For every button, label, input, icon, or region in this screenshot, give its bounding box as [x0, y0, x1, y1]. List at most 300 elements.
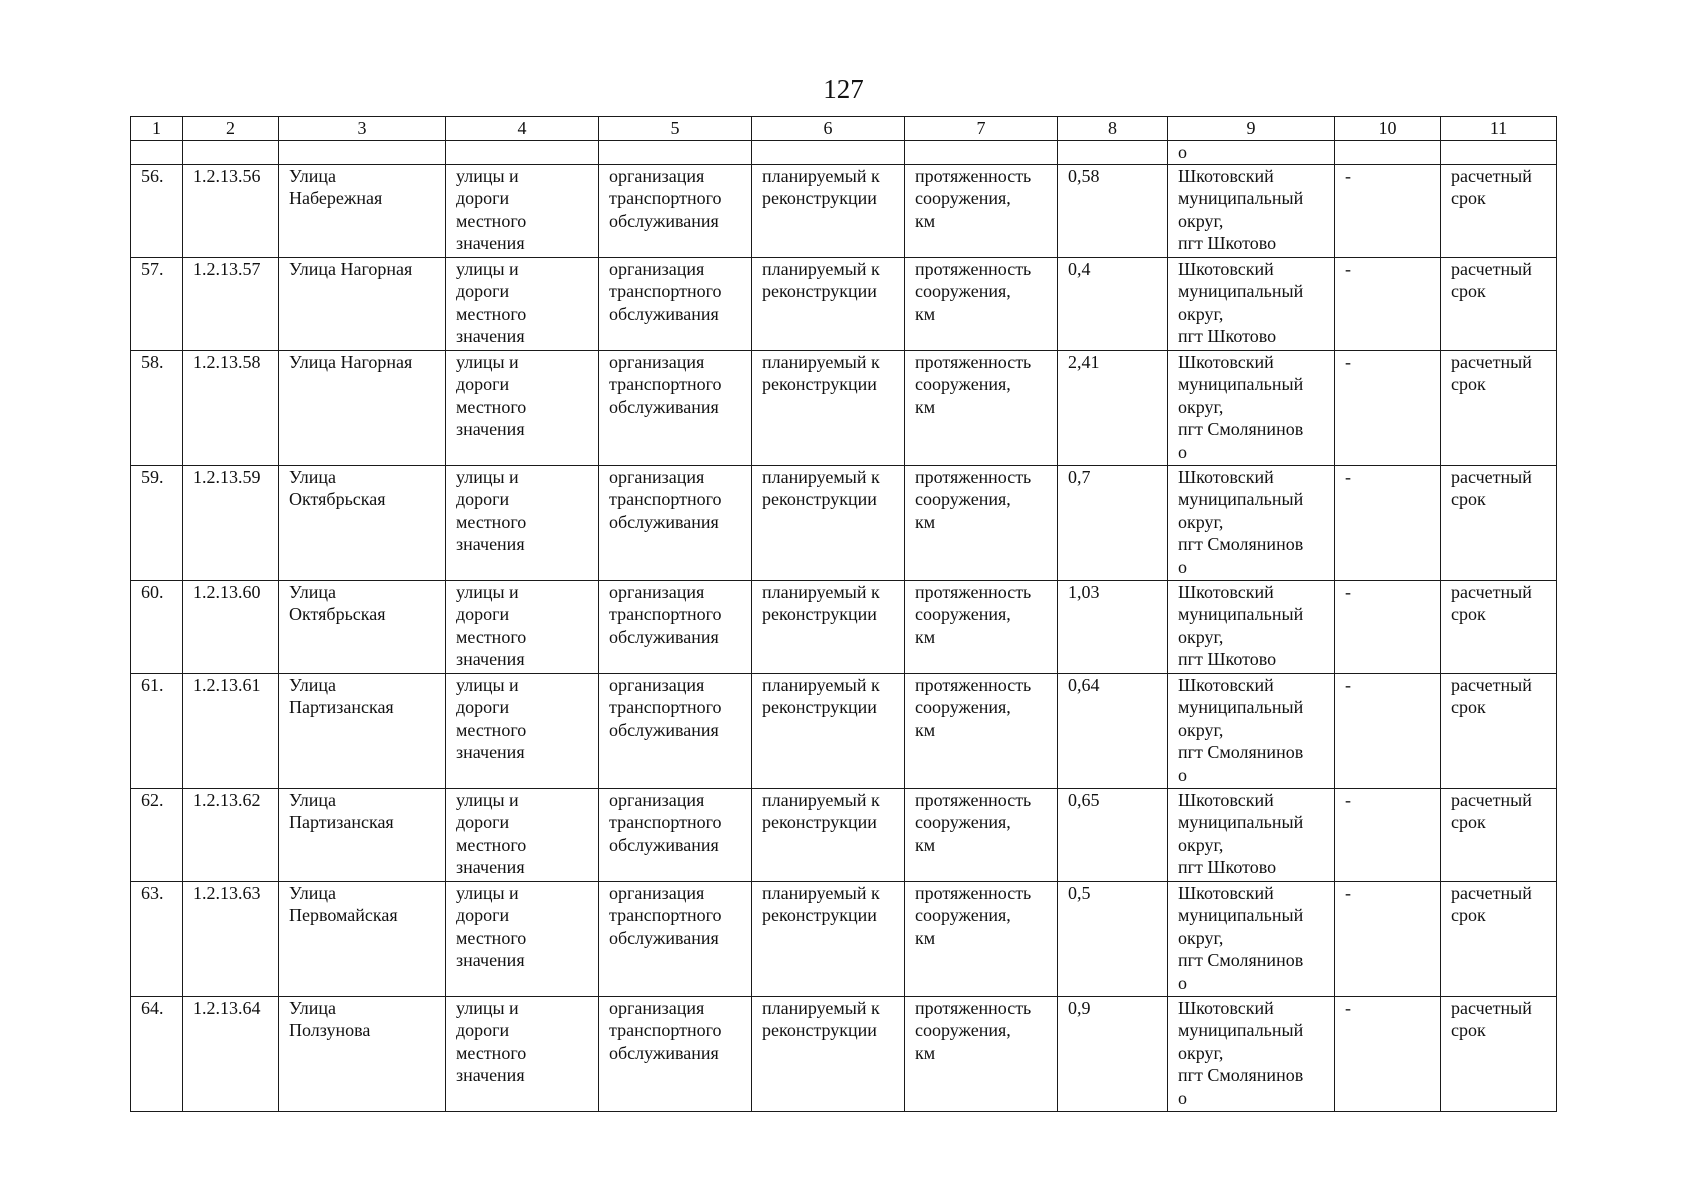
cell-line: местного: [456, 303, 527, 324]
cell-line: Улица: [289, 882, 336, 903]
cell-line: транспортного: [609, 812, 722, 833]
cell-line: муниципальный: [1178, 812, 1304, 833]
cell-line: реконструкции: [762, 812, 877, 833]
cell-line: транспортного: [609, 489, 722, 510]
cell-line: организация: [609, 466, 705, 487]
cell-line: Шкотовский: [1178, 165, 1274, 186]
cell-line: реконструкции: [762, 604, 877, 625]
cell-line: местного: [456, 210, 527, 231]
cell-line: улицы и: [456, 165, 519, 186]
cell-status: [752, 350, 905, 465]
cell-line: улицы и: [456, 997, 519, 1018]
cell-line: значения: [456, 1065, 525, 1086]
cell-line: Шкотовский: [1178, 466, 1274, 487]
cell-characteristic: [905, 164, 1058, 257]
cell-line: км: [915, 927, 936, 948]
cell-value: 1,03: [1058, 580, 1168, 673]
cell-line: транспортного: [609, 374, 722, 395]
column-number: 3: [279, 117, 446, 141]
cell-line: значения: [456, 419, 525, 440]
cell-purpose: [599, 257, 752, 350]
cell-line: о: [1178, 556, 1187, 577]
cell-line: пгт Смолянинов: [1178, 1065, 1304, 1086]
cell-line: расчетный: [1451, 165, 1532, 186]
cell-line: км: [915, 303, 936, 324]
cell-line: значения: [456, 857, 525, 878]
cell-col10: -: [1335, 788, 1441, 881]
cell-term: [1441, 580, 1557, 673]
column-number: 2: [183, 117, 279, 141]
cell-line: протяженность: [915, 882, 1032, 903]
cell-line: сооружения,: [915, 188, 1011, 209]
cell-line: пгт Шкотово: [1178, 857, 1277, 878]
cell-object-type: [446, 580, 599, 673]
cell-line: срок: [1451, 697, 1486, 718]
cell-characteristic: [905, 257, 1058, 350]
cell-line: округ,: [1178, 303, 1224, 324]
cell-object-name: [279, 881, 446, 996]
cell-line: Шкотовский: [1178, 351, 1274, 372]
cell-line: Шкотовский: [1178, 789, 1274, 810]
cell-line: срок: [1451, 489, 1486, 510]
cell-line: планируемый к: [762, 789, 880, 810]
cell-line: планируемый к: [762, 882, 880, 903]
cell-col10: -: [1335, 164, 1441, 257]
cell-line: обслуживания: [609, 626, 719, 647]
cell-line: значения: [456, 233, 525, 254]
cell-line: реконструкции: [762, 697, 877, 718]
page-number: 127: [823, 74, 864, 104]
cell-line: Октябрьская: [289, 604, 386, 625]
cell-line: пгт Смолянинов: [1178, 419, 1304, 440]
cell-line: дороги: [456, 812, 510, 833]
cell-characteristic: [905, 465, 1058, 580]
cell-line: обслуживания: [609, 303, 719, 324]
cell-line: улицы и: [456, 674, 519, 695]
cell-status: [752, 257, 905, 350]
cell-col10: -: [1335, 257, 1441, 350]
cell-line: улицы и: [456, 882, 519, 903]
cell-line: улицы и: [456, 789, 519, 810]
cell-line: срок: [1451, 188, 1486, 209]
cell-line: организация: [609, 581, 705, 602]
cell-line: местного: [456, 626, 527, 647]
cell-col10: -: [1335, 996, 1441, 1111]
cell-code: 1.2.13.56: [183, 164, 279, 257]
cell-line: расчетный: [1451, 351, 1532, 372]
cell-object-type: [446, 465, 599, 580]
cell-row-number: 60.: [131, 580, 183, 673]
cell-characteristic: [905, 996, 1058, 1111]
cell-line: местного: [456, 927, 527, 948]
cell-line: км: [915, 511, 936, 532]
cell-code: 1.2.13.62: [183, 788, 279, 881]
cell-line: протяженность: [915, 258, 1032, 279]
cell-line: срок: [1451, 812, 1486, 833]
cell-line: реконструкции: [762, 905, 877, 926]
cell-code: 1.2.13.64: [183, 996, 279, 1111]
cell-line: округ,: [1178, 210, 1224, 231]
cell-line: планируемый к: [762, 258, 880, 279]
cell-status: [752, 465, 905, 580]
cell-col10: -: [1335, 465, 1441, 580]
cell-line: обслуживания: [609, 927, 719, 948]
cell-line: местного: [456, 834, 527, 855]
cell-line: Первомайская: [289, 905, 398, 926]
cell-col10: -: [1335, 350, 1441, 465]
cell-line: округ,: [1178, 511, 1224, 532]
cell-characteristic: [905, 673, 1058, 788]
table-row: [131, 580, 1557, 673]
cell-col10: -: [1335, 673, 1441, 788]
cell-line: планируемый к: [762, 466, 880, 487]
cell-characteristic: [905, 788, 1058, 881]
cell-line: округ,: [1178, 1042, 1224, 1063]
cell-line: расчетный: [1451, 997, 1532, 1018]
cell-line: сооружения,: [915, 374, 1011, 395]
cell-purpose: [599, 673, 752, 788]
cell-line: Улица: [289, 165, 336, 186]
cell-line: срок: [1451, 604, 1486, 625]
cell-line: протяженность: [915, 165, 1032, 186]
cell-row-number: 64.: [131, 996, 183, 1111]
cell-line: значения: [456, 950, 525, 971]
cell-line: расчетный: [1451, 789, 1532, 810]
cell-line: муниципальный: [1178, 604, 1304, 625]
cell-line: сооружения,: [915, 281, 1011, 302]
cell-term: [1441, 350, 1557, 465]
cell-line: о: [1178, 1087, 1187, 1108]
cell-purpose: [599, 350, 752, 465]
cell-location: [1168, 350, 1335, 465]
cell-line: дороги: [456, 374, 510, 395]
cell-purpose: [599, 881, 752, 996]
cell-empty: [183, 140, 279, 164]
cell-object-type: [446, 164, 599, 257]
cell-line: пгт Смолянинов: [1178, 950, 1304, 971]
cell-line: местного: [456, 396, 527, 417]
cell-empty: [905, 140, 1058, 164]
cell-col10: -: [1335, 580, 1441, 673]
cell-line: км: [915, 719, 936, 740]
objects-table: [130, 116, 1557, 1112]
cell-line: местного: [456, 511, 527, 532]
cell-line: о: [1178, 764, 1187, 785]
cell-empty: [279, 140, 446, 164]
cell-line: Улица: [289, 581, 336, 602]
cell-line: обслуживания: [609, 396, 719, 417]
cell-line: организация: [609, 997, 705, 1018]
cell-code: 1.2.13.61: [183, 673, 279, 788]
table-row: [131, 257, 1557, 350]
cell-line: протяженность: [915, 466, 1032, 487]
cell-line: пгт Шкотово: [1178, 233, 1277, 254]
cell-line: пгт Шкотово: [1178, 326, 1277, 347]
cell-term: [1441, 881, 1557, 996]
cell-code: 1.2.13.59: [183, 465, 279, 580]
column-number: 8: [1058, 117, 1168, 141]
cell-line: обслуживания: [609, 719, 719, 740]
cell-object-name: [279, 996, 446, 1111]
column-number: 11: [1441, 117, 1557, 141]
cell-line: о: [1178, 972, 1187, 993]
cell-row-number: 56.: [131, 164, 183, 257]
cell-line: расчетный: [1451, 674, 1532, 695]
cell-line: протяженность: [915, 351, 1032, 372]
cell-line: дороги: [456, 604, 510, 625]
cell-line: округ,: [1178, 927, 1224, 948]
cell-line: сооружения,: [915, 604, 1011, 625]
cell-line: муниципальный: [1178, 489, 1304, 510]
cell-line: планируемый к: [762, 997, 880, 1018]
cell-line: расчетный: [1451, 466, 1532, 487]
cell-value: 0,4: [1058, 257, 1168, 350]
cell-term: [1441, 788, 1557, 881]
cell-line: км: [915, 396, 936, 417]
cell-line: значения: [456, 326, 525, 347]
cell-line: организация: [609, 351, 705, 372]
cell-code: 1.2.13.60: [183, 580, 279, 673]
cell-line: сооружения,: [915, 812, 1011, 833]
cell-line: Шкотовский: [1178, 674, 1274, 695]
cell-status: [752, 673, 905, 788]
cell-line: муниципальный: [1178, 1020, 1304, 1041]
cell-line: Партизанская: [289, 697, 394, 718]
cell-line: расчетный: [1451, 882, 1532, 903]
cell-empty: [1335, 140, 1441, 164]
cell-line: дороги: [456, 281, 510, 302]
cell-location: [1168, 996, 1335, 1111]
cell-line: дороги: [456, 489, 510, 510]
cell-value: 0,7: [1058, 465, 1168, 580]
cell-object-name: [279, 465, 446, 580]
cell-line: протяженность: [915, 997, 1032, 1018]
cell-line: планируемый к: [762, 165, 880, 186]
cell-line: муниципальный: [1178, 281, 1304, 302]
cell-value: 0,64: [1058, 673, 1168, 788]
cell-status: [752, 788, 905, 881]
cell-line: сооружения,: [915, 489, 1011, 510]
cell-status: [752, 996, 905, 1111]
cell-characteristic: [905, 580, 1058, 673]
cell-line: Улица Нагорная: [289, 351, 413, 372]
cell-code: 1.2.13.63: [183, 881, 279, 996]
cell-line: организация: [609, 165, 705, 186]
cell-line: транспортного: [609, 697, 722, 718]
column-number: 4: [446, 117, 599, 141]
cell-line: округ,: [1178, 626, 1224, 647]
cell-line: дороги: [456, 1020, 510, 1041]
cell-line: улицы и: [456, 258, 519, 279]
table-row: [131, 673, 1557, 788]
cell-status: [752, 164, 905, 257]
cell-line: обслуживания: [609, 210, 719, 231]
cell-line: значения: [456, 742, 525, 763]
cell-location: [1168, 257, 1335, 350]
cell-value: 0,58: [1058, 164, 1168, 257]
cell-line: организация: [609, 789, 705, 810]
column-number-row: [131, 117, 1557, 141]
cell-location: [1168, 788, 1335, 881]
cell-term: [1441, 164, 1557, 257]
table-body: [131, 117, 1557, 1112]
cell-line: округ,: [1178, 834, 1224, 855]
cell-location-continuation: о: [1168, 140, 1335, 164]
column-number: 6: [752, 117, 905, 141]
cell-line: дороги: [456, 905, 510, 926]
cell-value: 2,41: [1058, 350, 1168, 465]
cell-line: транспортного: [609, 281, 722, 302]
cell-status: [752, 881, 905, 996]
table-row: [131, 996, 1557, 1111]
cell-location: [1168, 881, 1335, 996]
cell-line: сооружения,: [915, 697, 1011, 718]
cell-line: обслуживания: [609, 511, 719, 532]
cell-line: реконструкции: [762, 1020, 877, 1041]
cell-line: округ,: [1178, 719, 1224, 740]
cell-line: км: [915, 1042, 936, 1063]
cell-line: Улица: [289, 466, 336, 487]
cell-line: дороги: [456, 697, 510, 718]
cell-col10: -: [1335, 881, 1441, 996]
cell-object-type: [446, 257, 599, 350]
cell-line: срок: [1451, 905, 1486, 926]
cell-object-name: [279, 164, 446, 257]
cell-line: реконструкции: [762, 281, 877, 302]
cell-line: расчетный: [1451, 581, 1532, 602]
cell-line: улицы и: [456, 581, 519, 602]
cell-object-type: [446, 996, 599, 1111]
column-number: 7: [905, 117, 1058, 141]
cell-object-name: [279, 788, 446, 881]
cell-line: муниципальный: [1178, 374, 1304, 395]
column-number: 1: [131, 117, 183, 141]
cell-line: муниципальный: [1178, 905, 1304, 926]
cell-value: 0,9: [1058, 996, 1168, 1111]
cell-line: пгт Шкотово: [1178, 649, 1277, 670]
cell-line: Улица: [289, 997, 336, 1018]
cell-purpose: [599, 580, 752, 673]
cell-line: значения: [456, 649, 525, 670]
cell-object-type: [446, 881, 599, 996]
cell-row-number: 58.: [131, 350, 183, 465]
cell-line: обслуживания: [609, 1042, 719, 1063]
cell-location: [1168, 673, 1335, 788]
cell-line: транспортного: [609, 905, 722, 926]
cell-row-number: 57.: [131, 257, 183, 350]
cell-line: реконструкции: [762, 188, 877, 209]
cell-term: [1441, 465, 1557, 580]
cell-line: организация: [609, 882, 705, 903]
cell-line: срок: [1451, 281, 1486, 302]
cell-empty: [752, 140, 905, 164]
cell-line: пгт Смолянинов: [1178, 534, 1304, 555]
cell-line: значения: [456, 534, 525, 555]
table-row: [131, 881, 1557, 996]
cell-object-name: [279, 673, 446, 788]
cell-object-type: [446, 788, 599, 881]
cell-line: улицы и: [456, 466, 519, 487]
cell-line: местного: [456, 719, 527, 740]
cell-object-name: [279, 257, 446, 350]
cell-characteristic: [905, 881, 1058, 996]
cell-line: Партизанская: [289, 812, 394, 833]
cell-line: транспортного: [609, 1020, 722, 1041]
cell-line: срок: [1451, 374, 1486, 395]
cell-line: Улица: [289, 674, 336, 695]
cell-line: км: [915, 210, 936, 231]
cell-line: Улица Нагорная: [289, 258, 413, 279]
cell-line: транспортного: [609, 604, 722, 625]
cell-line: реконструкции: [762, 489, 877, 510]
cell-line: местного: [456, 1042, 527, 1063]
cell-line: муниципальный: [1178, 697, 1304, 718]
cell-line: Набережная: [289, 188, 383, 209]
cell-term: [1441, 996, 1557, 1111]
cell-purpose: [599, 788, 752, 881]
column-number: 9: [1168, 117, 1335, 141]
cell-empty: [446, 140, 599, 164]
cell-line: о: [1178, 441, 1187, 462]
column-number: 5: [599, 117, 752, 141]
cell-purpose: [599, 996, 752, 1111]
cell-code: 1.2.13.57: [183, 257, 279, 350]
cell-code: 1.2.13.58: [183, 350, 279, 465]
cell-line: округ,: [1178, 396, 1224, 417]
cell-location: [1168, 580, 1335, 673]
cell-line: дороги: [456, 188, 510, 209]
cell-line: км: [915, 834, 936, 855]
cell-line: Улица: [289, 789, 336, 810]
cell-line: протяженность: [915, 674, 1032, 695]
cell-row-number: 63.: [131, 881, 183, 996]
cell-empty: [599, 140, 752, 164]
cell-line: организация: [609, 674, 705, 695]
cell-line: улицы и: [456, 351, 519, 372]
cell-row-number: 59.: [131, 465, 183, 580]
cell-line: планируемый к: [762, 674, 880, 695]
cell-line: пгт Смолянинов: [1178, 742, 1304, 763]
cell-value: 0,65: [1058, 788, 1168, 881]
cell-object-name: [279, 350, 446, 465]
cell-line: муниципальный: [1178, 188, 1304, 209]
cell-empty: [1058, 140, 1168, 164]
cell-status: [752, 580, 905, 673]
cell-location: [1168, 164, 1335, 257]
cell-row-number: 61.: [131, 673, 183, 788]
table-row: [131, 350, 1557, 465]
cell-term: [1441, 257, 1557, 350]
cell-line: планируемый к: [762, 581, 880, 602]
table-row: [131, 465, 1557, 580]
cell-line: реконструкции: [762, 374, 877, 395]
column-number: 10: [1335, 117, 1441, 141]
table-row: [131, 788, 1557, 881]
cell-location: [1168, 465, 1335, 580]
cell-line: протяженность: [915, 789, 1032, 810]
cell-line: Шкотовский: [1178, 581, 1274, 602]
cell-line: транспортного: [609, 188, 722, 209]
cell-line: сооружения,: [915, 905, 1011, 926]
cell-line: Октябрьская: [289, 489, 386, 510]
cell-object-type: [446, 350, 599, 465]
cell-empty: [1441, 140, 1557, 164]
cell-line: организация: [609, 258, 705, 279]
cell-object-type: [446, 673, 599, 788]
cell-line: расчетный: [1451, 258, 1532, 279]
cell-row-number: 62.: [131, 788, 183, 881]
cell-line: Шкотовский: [1178, 882, 1274, 903]
